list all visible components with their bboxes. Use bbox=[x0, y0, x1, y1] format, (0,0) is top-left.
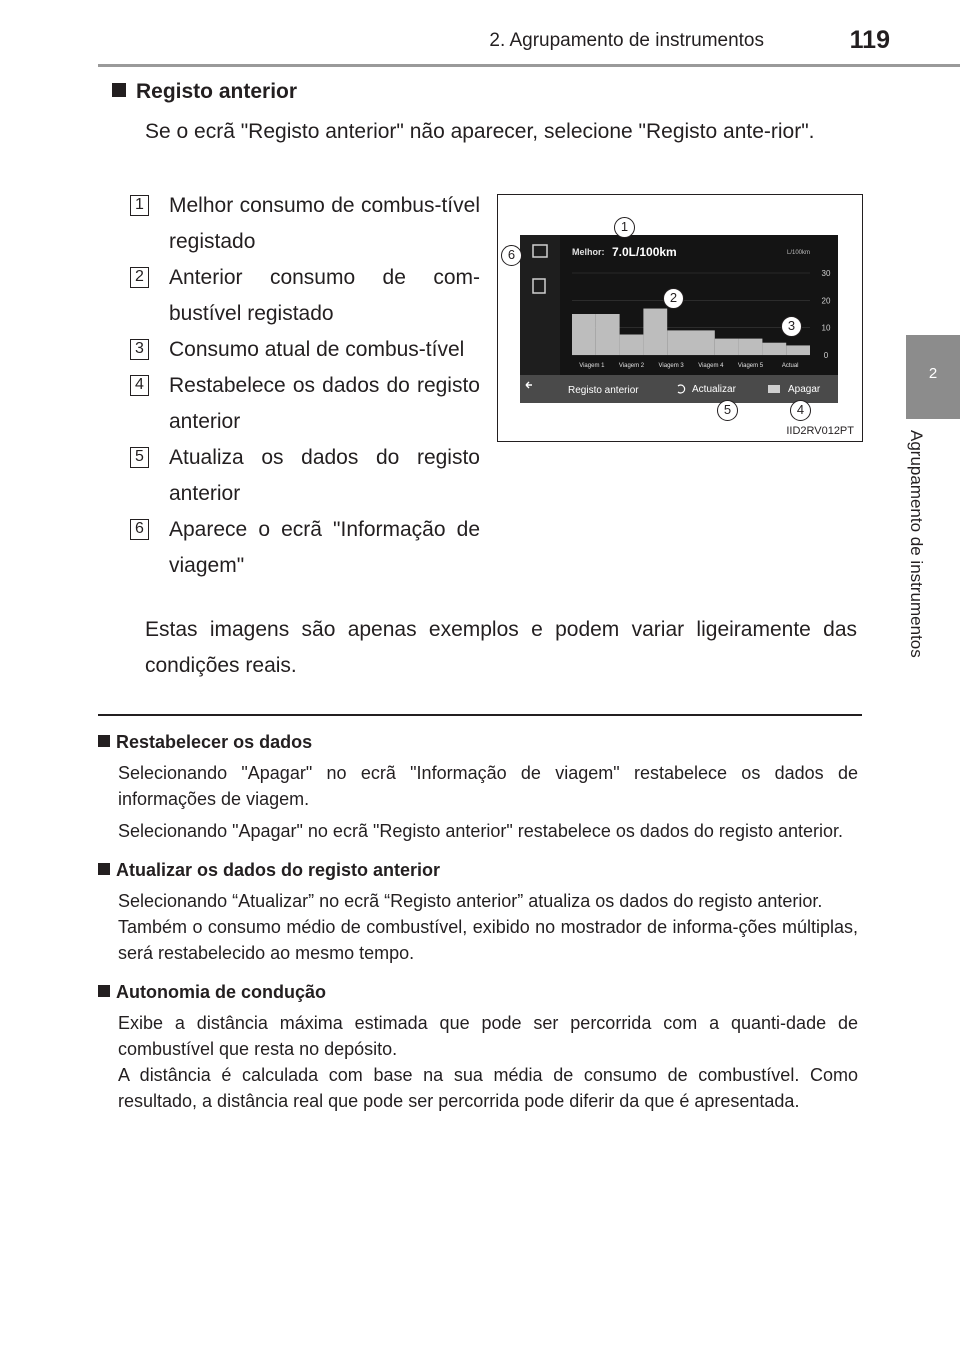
figure-code: IID2RV012PT bbox=[786, 425, 854, 437]
note-block bbox=[98, 730, 858, 844]
best-value: 7.0L/100km bbox=[612, 245, 677, 259]
callout-3: 3 bbox=[781, 316, 802, 337]
chapter-side-label bbox=[906, 430, 946, 710]
bar-mark bbox=[786, 345, 810, 355]
section-divider bbox=[98, 714, 862, 716]
note-block bbox=[98, 858, 858, 966]
section-note: Estas imagens são apenas exemplos e podem variar ligeiramente das condições reais. bbox=[145, 618, 857, 677]
callout-2: 2 bbox=[663, 288, 684, 309]
item-number-box: 1 bbox=[130, 195, 149, 216]
history-button-label: Registo anterior bbox=[568, 385, 639, 396]
bar-mark bbox=[739, 339, 763, 355]
figure-screen-illustration bbox=[497, 194, 863, 442]
item-number-box: 3 bbox=[130, 339, 149, 360]
bullet-square-icon bbox=[98, 985, 110, 997]
callout-6: 6 bbox=[501, 245, 522, 266]
bar-mark bbox=[572, 314, 596, 355]
unit-label: L/100km bbox=[786, 250, 810, 256]
bar-mark bbox=[667, 330, 691, 355]
bar-mark bbox=[762, 343, 786, 355]
note-paragraph: Exibe a distância máxima estimada que pode ser percorrida com a quanti-dade de combustível que resta no depósito. A distância é calculada com base na sua média de consumo de combustível. Como resultado, a distância real que pode ser percorrida pode diferir da que é apresentada. bbox=[118, 1013, 858, 1111]
callout-1: 1 bbox=[614, 217, 635, 238]
x-tick-label: Viagem 2 bbox=[618, 363, 645, 369]
numbered-item bbox=[130, 440, 480, 512]
clear-icon bbox=[768, 385, 780, 393]
note-title-text: Restabelecer os dados bbox=[116, 732, 313, 752]
bar-mark bbox=[643, 309, 667, 355]
note-title bbox=[98, 980, 858, 1004]
header-rule bbox=[98, 64, 960, 67]
bar-mark bbox=[715, 339, 739, 355]
chapter-tab bbox=[906, 335, 960, 419]
numbered-item bbox=[130, 332, 480, 368]
y-tick-label: 10 bbox=[821, 323, 831, 333]
item-text: Consumo atual de combus-tível bbox=[169, 338, 465, 361]
bar-mark bbox=[620, 335, 644, 356]
bullet-square-icon bbox=[98, 863, 110, 875]
numbered-item bbox=[130, 188, 480, 260]
x-tick-label: Viagem 1 bbox=[579, 363, 605, 369]
notes-section bbox=[98, 730, 858, 1128]
item-text: Restabelece os dados do registo anterior bbox=[169, 374, 480, 433]
callout-5: 5 bbox=[717, 400, 738, 421]
numbered-list bbox=[130, 188, 480, 584]
note-paragraph: Selecionando "Apagar" no ecrã "Informação de viagem" restabelece os dados de informações de viagem. bbox=[118, 763, 858, 809]
item-text: Atualiza os dados do registo anterior bbox=[169, 446, 480, 505]
item-number-box: 6 bbox=[130, 519, 149, 540]
note-title bbox=[98, 858, 858, 882]
numbered-item bbox=[130, 368, 480, 440]
section-intro: Se o ecrã "Registo anterior" não aparecer, selecione "Registo ante-rior". bbox=[145, 120, 815, 143]
item-text: Melhor consumo de combus-tível registado bbox=[169, 194, 480, 253]
item-text: Aparece o ecrã "Informação de viagem" bbox=[169, 518, 480, 577]
chapter-tab-number: 2 bbox=[928, 365, 938, 382]
screen-left-strip bbox=[520, 235, 560, 375]
section-title bbox=[112, 80, 297, 104]
section-title-text: Registo anterior bbox=[136, 80, 298, 103]
note-paragraph: Selecionando “Atualizar” no ecrã “Registo anterior” atualiza os dados do registo anterior. Também o consumo médio de combustível, exibido no mostrador de informa-ções múltiplas, será restabelecido ao mesmo tempo. bbox=[118, 891, 858, 963]
numbered-item bbox=[130, 260, 480, 332]
running-header-section: 2. Agrupamento de instrumentos bbox=[489, 30, 764, 51]
y-tick-label: 30 bbox=[821, 269, 831, 278]
note-title bbox=[98, 730, 858, 754]
note-title-text: Autonomia de condução bbox=[116, 982, 327, 1002]
x-tick-label: Viagem 5 bbox=[737, 363, 764, 369]
y-tick-label: 0 bbox=[823, 351, 829, 360]
note-paragraph: Selecionando "Apagar" no ecrã "Registo anterior" restabelece os dados do registo anterior. bbox=[118, 821, 844, 841]
numbered-item bbox=[130, 512, 480, 584]
note-title-text: Atualizar os dados do registo anterior bbox=[116, 860, 441, 880]
x-tick-label: Actual bbox=[781, 363, 799, 369]
bullet-square-icon bbox=[98, 735, 110, 747]
bar-mark bbox=[691, 330, 715, 355]
update-button-label: Actualizar bbox=[692, 384, 736, 395]
bar-mark bbox=[596, 314, 620, 355]
x-tick-label: Viagem 4 bbox=[698, 363, 724, 369]
chapter-side-label-text: Agrupamento de instrumentos bbox=[907, 430, 926, 658]
item-number-box: 4 bbox=[130, 375, 149, 396]
y-tick-label: 20 bbox=[821, 296, 831, 306]
x-tick-label: Viagem 3 bbox=[658, 363, 684, 369]
item-number-box: 5 bbox=[130, 447, 149, 468]
bullet-square-icon bbox=[112, 83, 126, 97]
best-label: Melhor: bbox=[572, 247, 605, 257]
note-block bbox=[98, 980, 858, 1114]
clear-button-label: Apagar bbox=[788, 384, 821, 395]
item-number-box: 2 bbox=[130, 267, 149, 288]
item-text: Anterior consumo de com-bustível registado bbox=[169, 266, 480, 325]
callout-4: 4 bbox=[790, 400, 811, 421]
page-number: 119 bbox=[849, 26, 890, 54]
